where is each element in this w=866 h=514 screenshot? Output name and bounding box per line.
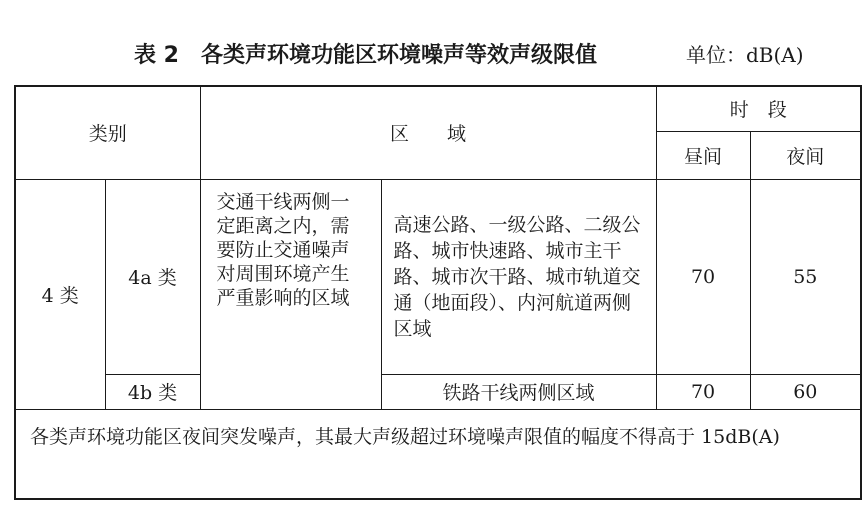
header-row-1	[15, 86, 861, 131]
nighttime-value: 55	[750, 179, 861, 374]
table-unit: 单位：dB(A)	[686, 43, 804, 67]
table-title: 表 2 各类声环境功能区环境噪声等效声级限值	[134, 43, 597, 68]
note-text: 各类声环境功能区夜间突发噪声，其最大声级超过环境噪声限值的幅度不得高于 15dB(A)	[30, 425, 780, 448]
daytime-value: 70	[656, 179, 750, 374]
header-daytime: 昼间	[656, 131, 750, 179]
table-row	[15, 374, 861, 409]
area-detail-cell: 铁路干线两侧区域	[381, 374, 656, 409]
table-caption	[0, 38, 866, 74]
header-category: 类别	[15, 86, 200, 179]
header-nighttime: 夜间	[750, 131, 861, 179]
daytime-value: 70	[656, 374, 750, 409]
subcategory-cell: 4a 类	[105, 179, 200, 374]
header-time-period: 时 段	[656, 86, 861, 131]
subcategory-cell: 4b 类	[105, 374, 200, 409]
area-group-cell	[200, 179, 381, 409]
nighttime-value: 60	[750, 374, 861, 409]
header-area: 区 域	[200, 86, 656, 179]
area-detail-text: 高速公路、一级公路、二级公路、城市快速路、城市主干路、城市次干路、城市轨道交通（地面段）、内河航道两侧区域	[393, 213, 641, 340]
area-group-text: 交通干线两侧一定距离之内，需要防止交通噪声对周围环境产生严重影响的区域	[216, 190, 350, 309]
noise-limit-table	[14, 85, 862, 500]
category-cell: 4 类	[15, 179, 105, 409]
table-row	[15, 179, 861, 374]
note-row	[15, 409, 861, 499]
note-cell	[15, 409, 861, 499]
area-detail-cell	[381, 179, 656, 374]
